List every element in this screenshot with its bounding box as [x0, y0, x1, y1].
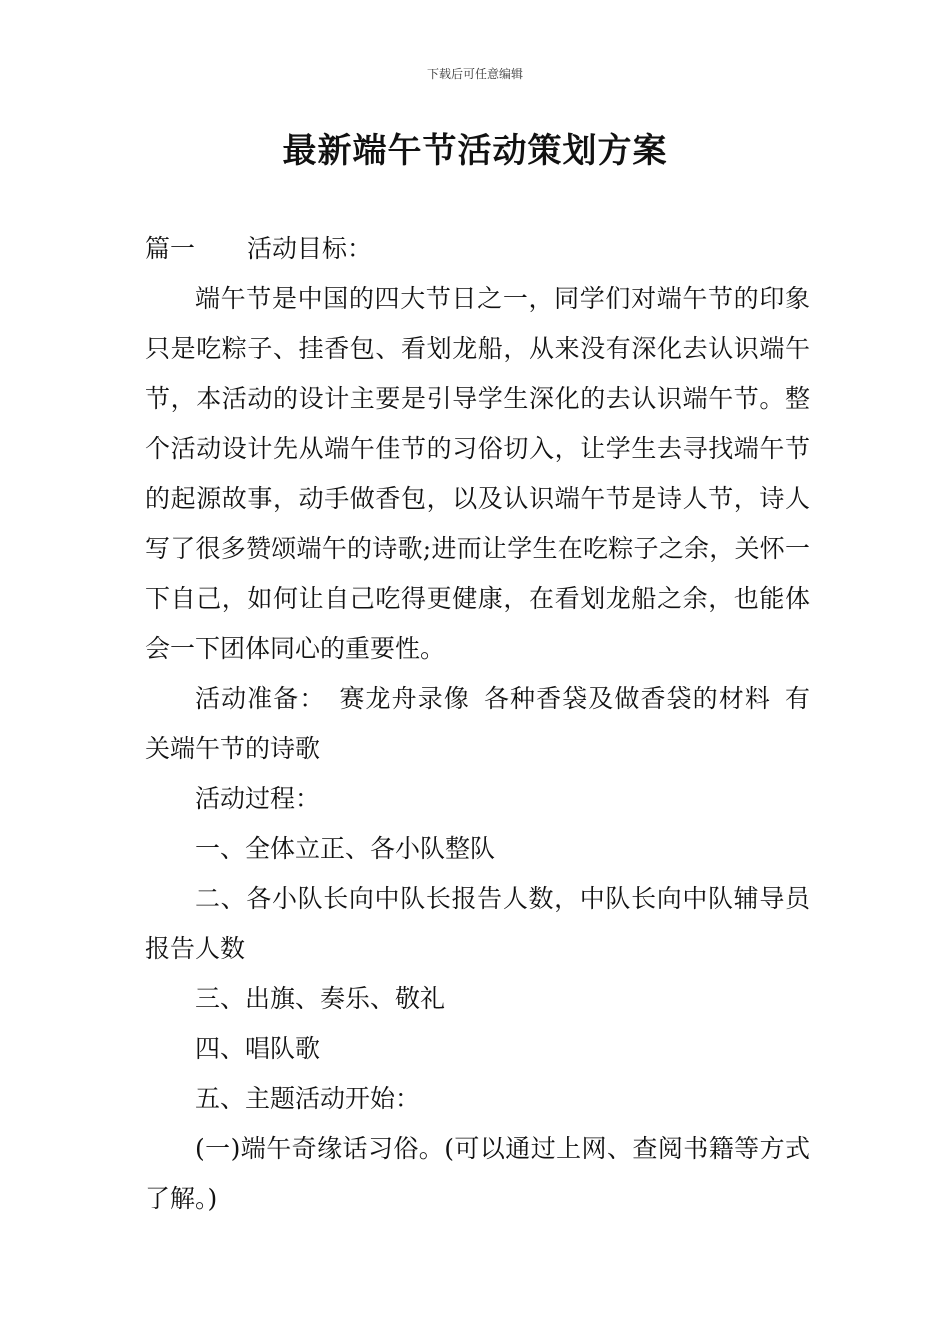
- document-title: 最新端午节活动策划方案: [282, 131, 668, 171]
- preparation-item: 有关端午节的诗歌: [145, 684, 810, 763]
- process-step: 一、全体立正、各小队整队: [195, 834, 496, 863]
- header-note: 下载后可任意编辑: [426, 67, 523, 81]
- goal-paragraph: 端午节是中国的四大节日之一，同学们对端午节的印象只是吃粽子、挂香包、看划龙船，从来没有深化去认识端午节，本活动的设计主要是引导学生深化的去认识端午节。整个活动设计先从端午佳节的习俗切入，让学生去寻找端午节的起源故事，动手做香包，以及认识端午节是诗人节，诗人写了很多赞颂端午的诗歌;进而让学生在吃粽子之余，关怀一下自己，如何让自己吃得更健康，在看划龙船之余，也能体会一下团体同心的重要性。: [145, 284, 810, 663]
- document-body: [145, 224, 810, 1224]
- process-label: 活动过程：: [195, 784, 321, 813]
- section-title: 活动目标：: [247, 234, 373, 263]
- process-step: 四、唱队歌: [195, 1034, 321, 1063]
- preparation-item: 赛龙舟录像: [339, 684, 470, 713]
- section-number: 篇一: [145, 234, 196, 263]
- section-heading: [145, 224, 810, 274]
- process-step: 二、各小队长向中队长报告人数，中队长向中队辅导员报告人数: [145, 884, 810, 963]
- preparation-paragraph: [145, 674, 810, 774]
- process-step: (一)端午奇缘话习俗。(可以通过上网、查阅书籍等方式了解。): [145, 1134, 810, 1213]
- preparation-label: 活动准备：: [195, 684, 326, 713]
- preparation-item: 各种香袋及做香袋的材料: [483, 684, 771, 713]
- process-step: 五、主题活动开始：: [195, 1084, 421, 1113]
- process-step: 三、出旗、奏乐、敬礼: [195, 984, 446, 1013]
